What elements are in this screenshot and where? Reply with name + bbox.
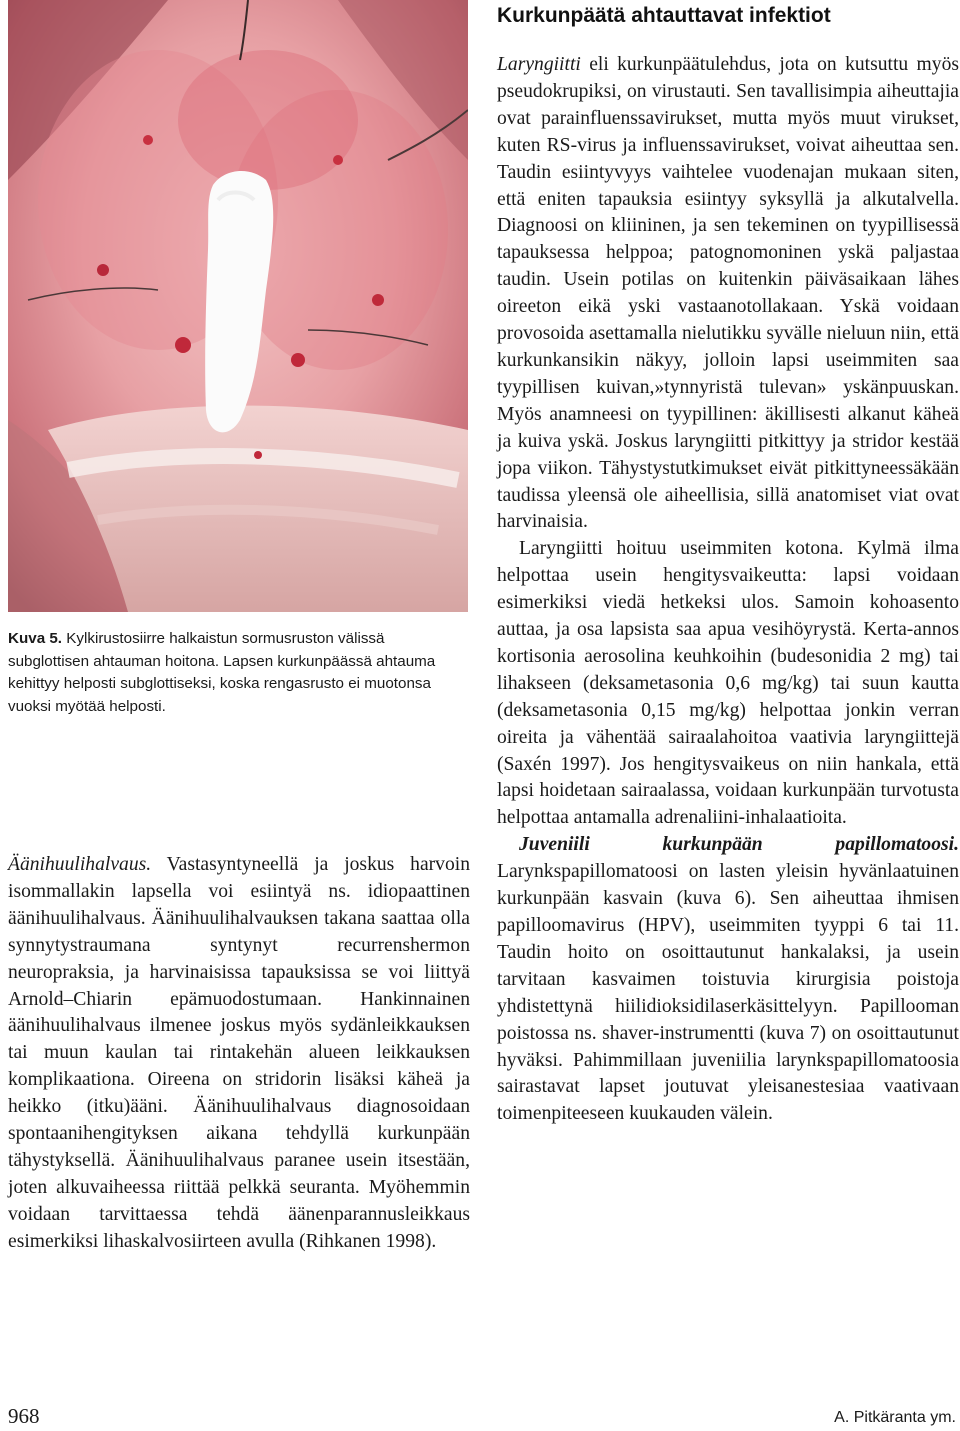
paragraph-text: Vastasyntyneellä ja joskus harvoin isommallakin lapsella voi esiintyä ns. idiopaattinen äänihuulihalvaus. Äänihuulihalvauksen takana saattaa olla synnytystraumana syntynyt recurrenshermon neuropraksia, ja harvinaisissa tapauksissa se voi liittyä Arnold–Chiarin epämuodostumaan. Hankinnainen äänihuulihalvaus ilmenee joskus myös sydänleikkauksen tai muun kaulan tai rintakehän alueen leikkauksen komplikaationa. Oireena on stridorin lisäksi käheä ja heikko (itku)ääni. Äänihuulihalvaus diagnosoidaan spontaanihengityksen aikana tehdyllä kurkunpään tähystyksellä. Äänihuulihalvaus paranee usein itsestään, joten alkuvaiheessa riittää pelkkä seuranta. Myöhemmin voidaan tarvittaessa tehdä äänenparannusleikkaus esimerkiksi lihaskalvosiirteen avulla (Rihkanen 1998). (8, 854, 470, 1252)
term-laryngitis: Laryngiitti (497, 54, 581, 75)
figure-caption-text: Kylkirustosiirre halkaistun sormusruston välissä subglottisen ahtauman hoitona. Lapsen kurkunpäässä ahtauma kehittyy helposti subglottiseksi, koska rengasrusto ei muotonsa vuoksi myötää helposti. (8, 630, 436, 715)
surgical-photo-drawing (8, 0, 468, 612)
paragraph-text: eli kurkunpäätulehdus, jota on kutsuttu myös pseudokrupiksi, on virustauti. Sen tavallisimpia aiheuttajia ovat parainfluenssavirukset, mutta myös muut virukset, kuten RS-virus ja influenssavirukset, voivat aiheuttaa sen. Taudin esiintyvyys vaihtelee vuodenajan mukaan siten, että eniten tapauksia esiintyy syksyllä ja alkutalvella. Diagnoosi on kliininen, ja sen tekeminen on tyypillisessä tapauksessa helppoa; patognomoninen yskä paljastaa taudin. Usein potilas on kuitenkin päiväsaikaan lähes oireeton eikä yski vastaanotollakaan. Yskä voidaan provosoida asettamalla nielutikku syvälle nieluun niin, että kurkunkansikin näkyy, jolloin lapsi useimmiten saa tyypillisen kuivan,»tynnyristä tulevan» yskänpuuskan. Myös anamneesi on tyypillinen: äkillisesti alkanut käheä ja kuiva yskä. Joskus laryngiitti pitkittyy ja stridor kestää jopa viikon. Tähystystutkimukset eivät pitkittyneessäkään taudissa yleensä ole aiheellisia, sillä anatomiset viat ovat harvinaisia. (497, 54, 959, 533)
left-column-body (8, 852, 470, 1256)
paragraph-laryngitis-treatment: Laryngiitti hoituu useimmiten kotona. Kylmä ilma helpottaa usein hengitysvaikeutta: lapsi voidaan esimerkiksi viedä hetkeksi ulos. Samoin kohoasento auttaa, ja osa lapsista saa apua vesihöyrystä. Kerta-annos kortisonia aerosolina keuhkoihin (budesonidia 2 mg) tai lihakseen (deksametasonia 0,6 mg/kg) tai suun kautta (deksametasonia 0,15 mg/kg) helpottaa jonkin verran oireita ja vähentää sairaalahoitoa vaativia laryngiittejä (Saxén 1997). Jos hengitysvaikeus on niin hankala, että lapsi hoidetaan sairaalassa, voidaan kurkunpään turvotusta helpottaa antamalla adrenaliini-inhalaatioita. (497, 538, 959, 829)
paragraph-papillomatosis (497, 832, 959, 1128)
right-column-body (497, 52, 959, 1128)
paragraph-text: Larynkspapillomatoosi on lasten yleisin hyvänlaatuinen kurkunpään kasvain (kuva 6). Sen aiheuttaa ihmisen papilloomavirus (HPV), useimmiten tyyppi 6 tai 11. Taudin hoito on osoittautunut hankalaksi, ja usein tarvitaan kasvaimen toistuvia kirurgisia poistoja yhdistettynä hiilidioksidilaserkäsittelyyn. Papillooman poistossa ns. shaver-instrumentti (kuva 7) on osoittautunut hyväksi. Pahimmillaan juveniilia larynkspapillomatoosia sairastavat lapset joutuvat yleisanestesiaa vaativaan toimenpiteeseen kuukauden välein. (497, 861, 959, 1125)
term-papillomatosis: Juveniili kurkunpään papillomatoosi. (519, 834, 959, 856)
section-heading: Kurkunpäätä ahtauttavat infektiot (497, 4, 831, 27)
figure-caption (8, 628, 466, 718)
paragraph-vocal-cord-paralysis (8, 852, 470, 1256)
term-vocal-cord-paralysis: Äänihuulihalvaus. (8, 854, 152, 875)
author-credit: A. Pitkäranta ym. (834, 1409, 956, 1426)
surgical-photo (8, 0, 468, 612)
figure-label: Kuva 5. (8, 630, 63, 647)
page-number: 968 (8, 1404, 40, 1428)
paragraph-laryngitis (497, 52, 959, 536)
